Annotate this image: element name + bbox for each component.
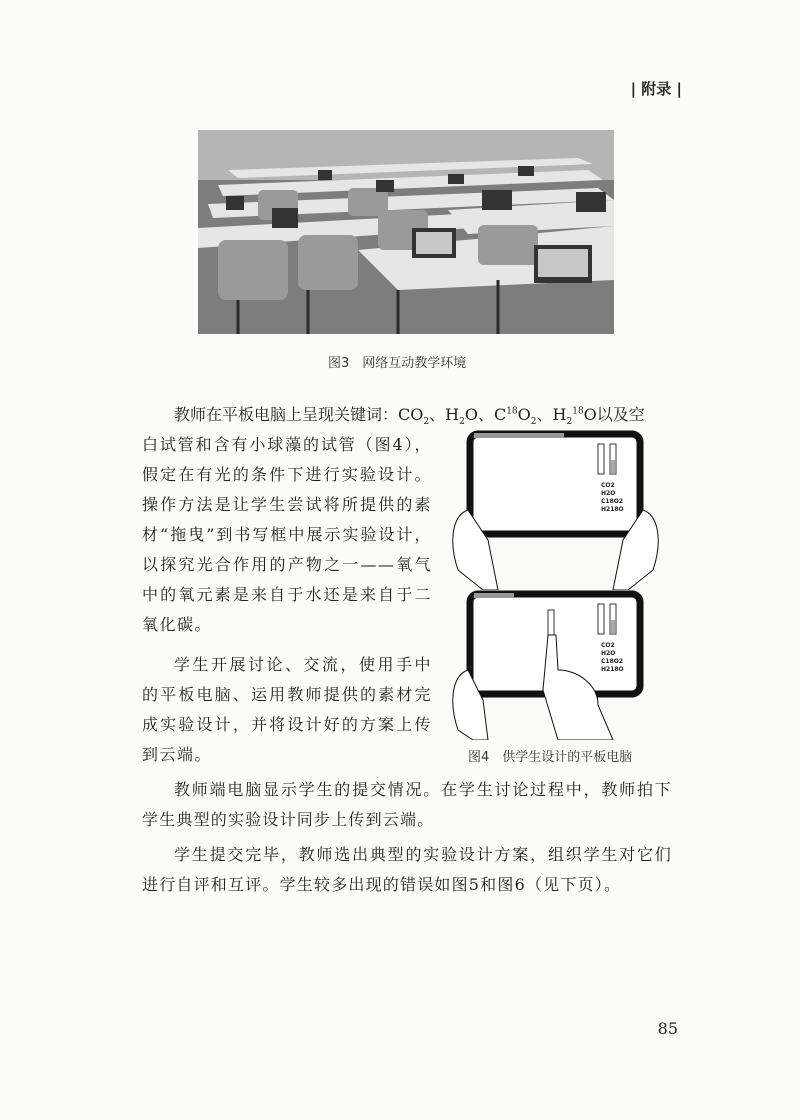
paragraph-1-line1: 教师在平板电脑上呈现关键词：$CO_2$、$H_2O$、$C^{18}O_2$、$H_2^{18}O$以及空: [142, 400, 672, 430]
tablet-illustration-2: [448, 590, 663, 740]
paragraph-1-intro: 教师在平板电脑上呈现关键词：: [174, 405, 399, 424]
appendix-section-tag: | 附录 |: [630, 80, 682, 98]
formula-h2o: $H_2O$: [445, 405, 478, 428]
formula-co2: $CO_2$: [398, 405, 430, 428]
paragraph-2: 学生开展讨论、交流，使用手中的平板电脑、运用教师提供的素材完成实验设计，并将设计好的方案上传到云端。: [142, 655, 432, 764]
tablet1-labels: CO2 H2O C18O2 H218O: [601, 482, 624, 513]
figure4-caption: 图4 供学生设计的平板电脑: [468, 750, 633, 765]
figure3-caption: 图3 网络互动教学环境: [328, 356, 467, 371]
page-number: 85: [657, 1019, 678, 1038]
classroom-photo: [198, 130, 614, 334]
tablet2-labels: CO2 H2O C18O2 H218O: [601, 642, 624, 673]
formula-c18o2: $C^{18}O_2$: [493, 405, 537, 428]
paragraph-1-body: 白试管和含有小球藻的试管（图4），假定在有光的条件下进行实验设计。操作方法是让学生尝试将所提供的素材“拖曳”到书写框中展示实验设计，以探究光合作用的产物之一——氧气中的氧元素是来自于水还是来自于二氧化碳。: [142, 435, 432, 634]
paragraph-3: 教师端电脑显示学生的提交情况。在学生讨论过程中，教师拍下学生典型的实验设计同步上传到云端。: [142, 780, 672, 829]
paragraph-1-line1-end: 以及空: [596, 405, 645, 424]
formula-h218o: $H_2^{18}O$: [552, 405, 597, 428]
tablet-illustration-1: [448, 430, 663, 590]
paragraph-4: 学生提交完毕，教师选出典型的实验设计方案，组织学生对它们进行自评和互评。学生较多出现的错误如图5和图6（见下页）。: [142, 845, 672, 894]
